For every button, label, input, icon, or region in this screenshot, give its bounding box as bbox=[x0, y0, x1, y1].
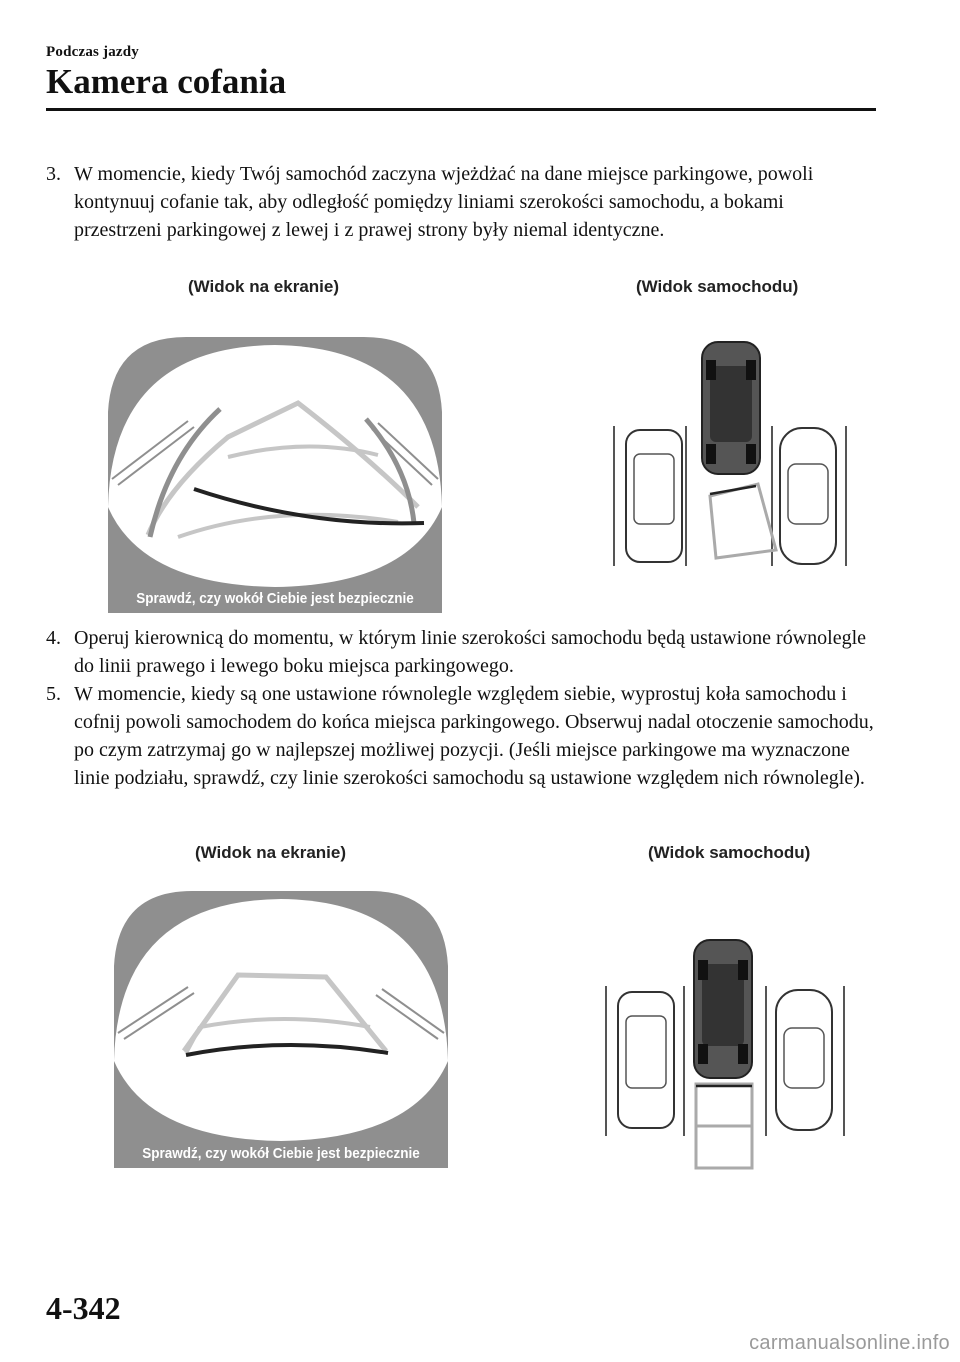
car-view-label: (Widok samochodu) bbox=[636, 277, 799, 296]
screen-view-label: (Widok na ekranie) bbox=[195, 843, 346, 862]
camera-screen-view bbox=[108, 337, 442, 613]
car-top-view bbox=[600, 936, 856, 1170]
page-title: Kamera cofania bbox=[46, 62, 287, 101]
step-5 bbox=[46, 680, 876, 792]
page-number: 4-342 bbox=[46, 1290, 121, 1326]
screen-safety-note: Sprawdź, czy wokół Ciebie jest bezpiecznie bbox=[142, 1145, 420, 1162]
watermark: carmanualsonline.info bbox=[749, 1332, 950, 1354]
step-3 bbox=[46, 160, 876, 244]
screen-safety-note: Sprawdź, czy wokół Ciebie jest bezpiecznie bbox=[136, 590, 414, 607]
step-number: 3. bbox=[46, 163, 61, 185]
camera-screen-view bbox=[114, 891, 448, 1168]
step-text: Operuj kierownicą do momentu, w którym linie szerokości samochodu będą ustawione równolegle do linii prawego i lewego boku miejsca parkingowego. bbox=[74, 627, 867, 677]
title-rule bbox=[46, 108, 876, 111]
car-top-view bbox=[606, 336, 862, 570]
screen-view-label: (Widok na ekranie) bbox=[188, 277, 339, 296]
section-label: Podczas jazdy bbox=[46, 44, 140, 60]
step-4 bbox=[46, 624, 876, 680]
step-text: W momencie, kiedy są one ustawione równolegle względem siebie, wyprostuj koła samochodu i cofnij powoli samochodem do końca miejsca parkingowego. Obserwuj nadal otoczenie samochodu, po czym zatrzymaj go w najlepszej możliwej pozycji. (Jeśli miejsce parkingowe ma wyznaczone linie podziału, sprawdź, czy linie szerokości samochodu są ustawione względem nich równolegle). bbox=[74, 683, 874, 789]
step-number: 5. bbox=[46, 683, 61, 705]
car-view-label: (Widok samochodu) bbox=[648, 843, 811, 862]
step-text: W momencie, kiedy Twój samochód zaczyna wjeżdżać na dane miejsce parkingowe, powoli kontynuuj cofanie tak, aby odległość pomiędzy liniami szerokości samochodu, a bokami przestrzeni parkingowej z lewej i z prawej strony były niemal identyczne. bbox=[74, 163, 814, 241]
step-number: 4. bbox=[46, 627, 61, 649]
